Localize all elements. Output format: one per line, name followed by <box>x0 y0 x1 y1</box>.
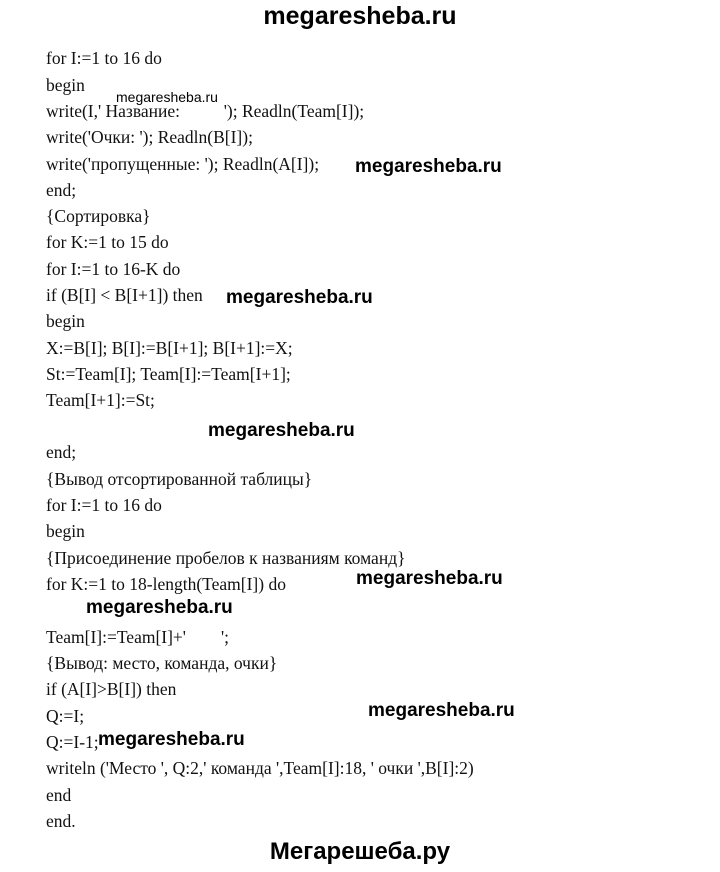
code-line: St:=Team[I]; Team[I]:=Team[I+1]; <box>46 364 291 384</box>
code-line: Team[I+1]:=St; <box>46 390 155 410</box>
watermark: megaresheba.ru <box>355 156 502 177</box>
code-line: {Присоединение пробелов к названиям команд} <box>46 548 406 568</box>
site-footer: Мегарешеба.ру <box>269 838 451 865</box>
code-line: end; <box>46 180 77 200</box>
code-line: begin <box>46 521 85 541</box>
watermark: megaresheba.ru <box>98 729 245 750</box>
code-line: if (A[I]>B[I]) then <box>46 679 177 699</box>
code-line: for I:=1 to 16-K do <box>46 259 181 279</box>
site-header: megaresheba.ru <box>263 2 457 30</box>
code-line: end <box>46 785 72 805</box>
watermark: megaresheba.ru <box>208 420 355 441</box>
watermark: megaresheba.ru <box>86 597 233 618</box>
code-line: Q:=I-1; <box>46 732 99 752</box>
code-line: write('Очки: '); Readln(B[I]); <box>46 127 253 147</box>
code-line: writeln ('Место ', Q:2,' команда ',Team[I]:18, ' очки ',B[I]:2) <box>46 758 474 778</box>
code-line: {Сортировка} <box>46 206 151 226</box>
watermark: megaresheba.ru <box>116 89 218 105</box>
watermark: megaresheba.ru <box>356 568 503 589</box>
code-line: {Вывод: место, команда, очки} <box>46 653 278 673</box>
code-line: end. <box>46 811 76 831</box>
watermark: megaresheba.ru <box>368 700 515 721</box>
code-line: write(I,' Название: '); Readln(Team[I]); <box>46 101 365 121</box>
code-line: write('пропущенные: '); Readln(A[I]); <box>46 154 320 174</box>
code-line: begin <box>46 75 85 95</box>
code-line: end; <box>46 442 77 462</box>
code-line: {Вывод отсортированной таблицы} <box>46 469 313 489</box>
code-line: begin <box>46 311 85 331</box>
code-line: for I:=1 to 16 do <box>46 48 162 68</box>
code-line: for I:=1 to 16 do <box>46 495 162 515</box>
code-line: X:=B[I]; B[I]:=B[I+1]; B[I+1]:=X; <box>46 338 293 358</box>
watermark: megaresheba.ru <box>226 287 373 308</box>
code-line: for K:=1 to 15 do <box>46 232 169 252</box>
code-line: Q:=I; <box>46 706 85 726</box>
code-line: Team[I]:=Team[I]+' '; <box>46 627 229 647</box>
code-line: for K:=1 to 18-length(Team[I]) do <box>46 574 286 594</box>
code-line: if (B[I] < B[I+1]) then <box>46 285 203 305</box>
